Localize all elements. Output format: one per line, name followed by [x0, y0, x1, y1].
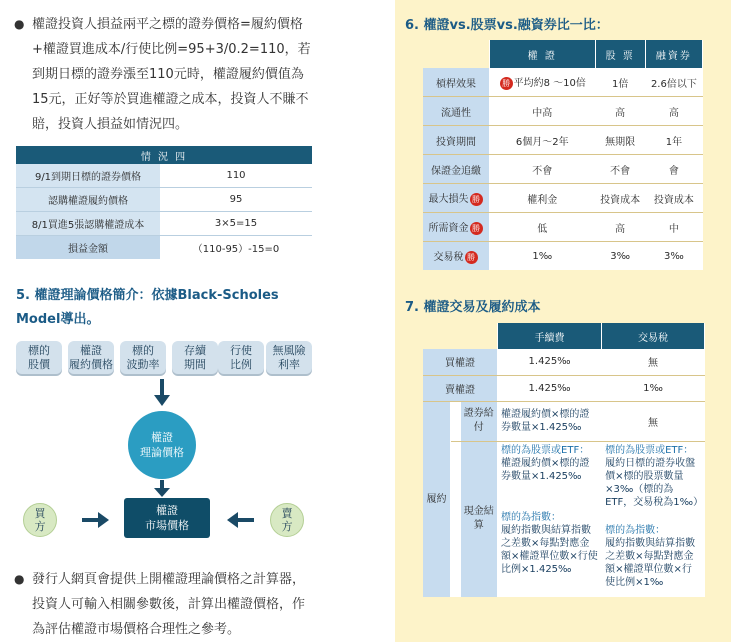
compare-header-blank [423, 40, 490, 68]
case-row-label: 損益金額 [16, 236, 160, 260]
bullet-icon: ● [14, 572, 25, 586]
win-badge-icon: 勝 [465, 251, 478, 264]
compare-cell-stock: 1倍 [595, 68, 645, 97]
case-row-label: 8/1買進5張認購權證成本 [16, 212, 160, 236]
compare-row-label: 投資期間 [423, 126, 490, 155]
delivery-tax-text: 無 [602, 401, 705, 441]
compare-cell-margin: 1年 [645, 126, 702, 155]
delivery-fee-text: 權證履約價×標的證券數量×1.425‰ [498, 401, 602, 441]
arrow-left-icon [226, 512, 254, 528]
right-panel [395, 0, 731, 642]
theory-price-circle: 權證 理論價格 [128, 411, 196, 479]
compare-cell-margin: 會 [645, 155, 702, 184]
securities-delivery-label: 證券給付 [461, 401, 498, 441]
factor-strike-price: 權證 履約價格 [68, 341, 114, 374]
compare-cell-warrant: 1‰ [490, 242, 596, 271]
case-row-label: 認購權證履約價格 [16, 188, 160, 212]
compare-cell-warrant: 6個月～2年 [490, 126, 596, 155]
cost-cell-fee: 1.425‰ [498, 375, 602, 401]
case-table-title: 情 況 四 [16, 146, 312, 164]
cost-header-fee: 手續費 [498, 323, 602, 349]
left-column [0, 0, 320, 642]
factor-stock-price: 標的 股價 [16, 341, 62, 374]
compare-row-label: 保證金追繳 [423, 155, 490, 184]
cash-tax-text: 標的為股票或ETF： 履約日標的證券收盤價×標的股票數量×3‰（標的為ETF，交易稅為1‰） 標的為指數： 履約指數與結算指數之差數×每點對應金額×權證單位數×行使比例×1‰ [602, 441, 705, 597]
arrow-down-icon [153, 379, 171, 407]
compare-table [423, 40, 703, 270]
compare-header-margin: 融資券 [645, 40, 702, 68]
case-row-value: 95 [160, 188, 312, 212]
exercise-label: 履約 [423, 401, 451, 597]
compare-cell-margin: 3‰ [645, 242, 702, 271]
cost-cell-fee: 1.425‰ [498, 349, 602, 375]
section6-title: 6. 權證vs.股票vs.融資券比一比： [405, 18, 609, 33]
cash-fee-text: 標的為股票或ETF： 權證履約價×標的證券數量×1.425‰ 標的為指數： 履約指數與結算指數之差數×每點對應金額×權證單位數×行使比例×1.425‰ [498, 441, 602, 597]
exercise-spacer [451, 441, 461, 597]
case-four-table [16, 146, 312, 259]
compare-cell-margin: 2.6倍以下 [645, 68, 702, 97]
cost-cell-tax: 無 [602, 349, 705, 375]
arrow-right-icon [82, 512, 110, 528]
cost-header-tax: 交易稅 [602, 323, 705, 349]
seller-circle: 賣 方 [270, 503, 304, 537]
cash-settlement-label: 現金結算 [461, 441, 498, 597]
compare-cell-margin: 高 [645, 97, 702, 126]
win-badge-icon: 勝 [470, 193, 483, 206]
case-row-value: 110 [160, 164, 312, 188]
compare-cell-stock: 無期限 [595, 126, 645, 155]
cost-row-label: 賣權證 [423, 375, 498, 401]
compare-cell-warrant: 中高 [490, 97, 596, 126]
compare-row-label: 槓桿效果 [423, 68, 490, 97]
factor-duration: 存續 期間 [172, 341, 218, 374]
compare-cell-stock: 投資成本 [595, 184, 645, 213]
compare-cell-margin: 中 [645, 213, 702, 242]
factor-ratio: 行使 比例 [218, 341, 264, 374]
case-row-label: 9/1到期日標的證券價格 [16, 164, 160, 188]
buyer-circle: 買 方 [23, 503, 57, 537]
compare-cell-stock: 高 [595, 213, 645, 242]
compare-cell-warrant: 勝 平均約8 ～10倍 [490, 68, 596, 97]
compare-row-label: 最大損失 勝 [423, 184, 490, 213]
compare-cell-warrant: 低 [490, 213, 596, 242]
cost-row-label: 買權證 [423, 349, 498, 375]
compare-cell-warrant: 不會 [490, 155, 596, 184]
section5-title: 5. 權證理論價格簡介：依據Black-Scholes Model導出。 [16, 288, 279, 327]
win-badge-icon: 勝 [500, 77, 513, 90]
market-price-box: 權證 市場價格 [124, 498, 210, 538]
compare-row-label: 所需資金 勝 [423, 213, 490, 242]
cost-table [423, 323, 705, 597]
case-row-value: （110-95）-15=0 [160, 236, 312, 260]
compare-row-label: 交易稅 勝 [423, 242, 490, 271]
compare-row-label: 流通性 [423, 97, 490, 126]
intro-paragraph: ● 權證投資人損益兩平之標的證券價格=履約價格+權證買進成本/行使比例=95+3/0.2=110，若到期日標的證券漲至110元時，權證履約價值為15元，正好等於買進權證之成本，投資人不賺不賠，投資人損益如情況四。 [14, 12, 312, 137]
compare-cell-margin: 投資成本 [645, 184, 702, 213]
factor-risk-free-rate: 無風險 利率 [266, 341, 312, 374]
compare-header-warrant: 權 證 [490, 40, 596, 68]
exercise-spacer [451, 401, 461, 441]
compare-cell-stock: 3‰ [595, 242, 645, 271]
factor-volatility: 標的 波動率 [120, 341, 166, 374]
compare-cell-stock: 高 [595, 97, 645, 126]
arrow-down-icon [153, 480, 171, 498]
cost-cell-tax: 1‰ [602, 375, 705, 401]
compare-cell-warrant: 權利金 [490, 184, 596, 213]
bullet-icon: ● [14, 17, 25, 31]
compare-cell-stock: 不會 [595, 155, 645, 184]
section7-title: 7. 權證交易及履約成本 [405, 300, 541, 315]
compare-header-stock: 股 票 [595, 40, 645, 68]
win-badge-icon: 勝 [470, 222, 483, 235]
closing-paragraph: ● 發行人網頁會提供上開權證理論價格之計算器，投資人可輸入相關參數後，計算出權證價格，作為評估權證市場價格合理性之參考。 [14, 567, 312, 642]
cost-header-blank [423, 323, 498, 349]
case-row-value: 3×5=15 [160, 212, 312, 236]
